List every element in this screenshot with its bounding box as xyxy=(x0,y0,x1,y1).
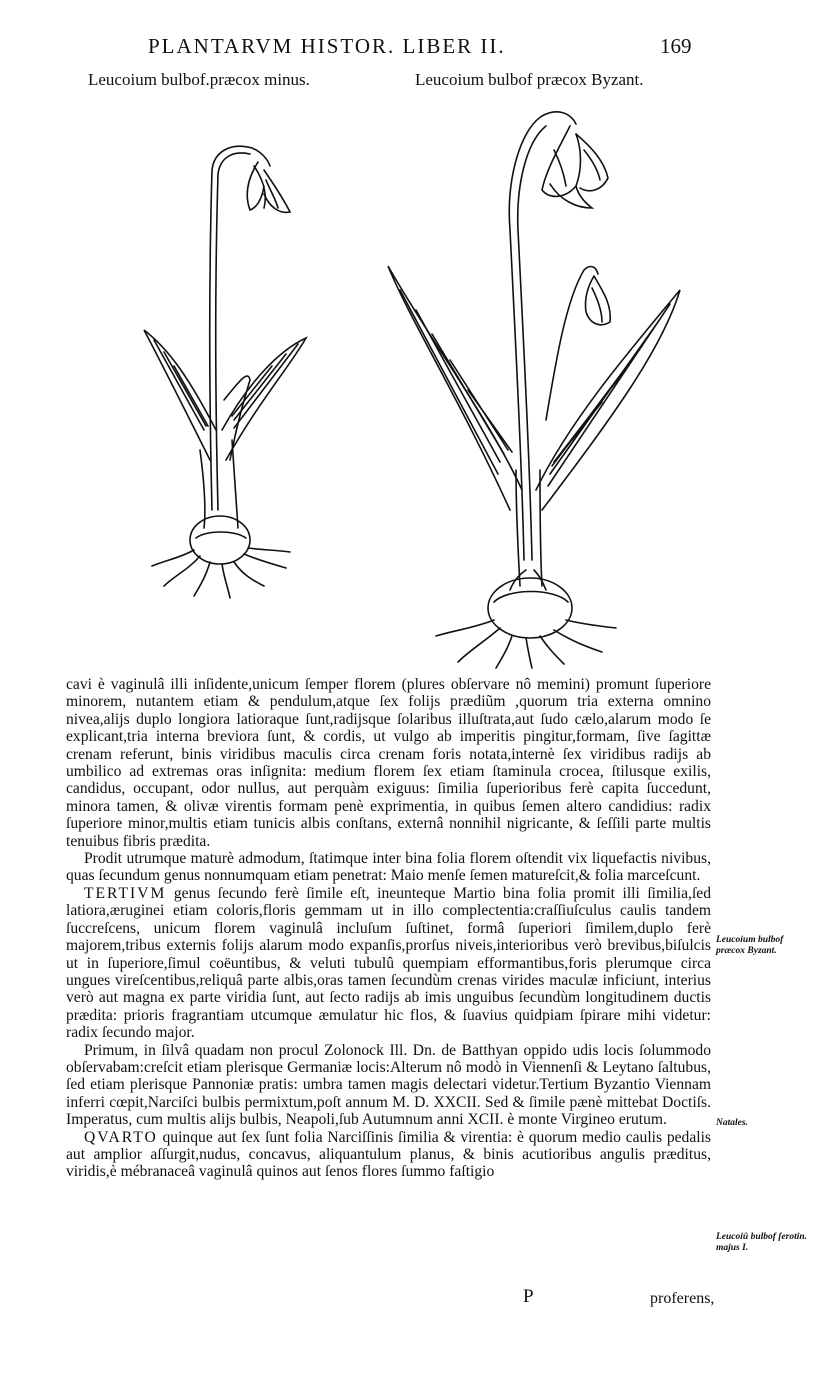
body-text xyxy=(66,676,711,1181)
paragraph-text: genus ſecundo ferè ſimile eſt, ineunteque Martio bina folia promit illi ſimilia,ſed latiora,æruginei etiam coloris,floris gemmam ut in illo complectentia:craſſiuſculus caulis tandem ſuccreſcens, unicum florem vaginulâ incluſum ſuſtinet, formâ ſuperiori ſimilem,duplo ferè majorem,tribus externis folijs alarum modo expanſis,prorſus niveis,interioribus verò brevibus,biſulcis ut in ſuperiore,ſimul coëuntibus, & veluti tubulû quempiam efformantibus,foris plerumque circa ungues vireſcentibus,reliquâ parte albis,oras tamen ſecundùm crenas virides maculæ inficiunt, interius verò aut magna ex parte viridia ſunt, aut ſecto radijs ab imis unguibus ſecundùm longitudinem ductis prædita: prioris fragrantiam utcumque æmulatur hic flos, & ſuavius quidpiam ſpirare mihi videtur: radix ſecundo major. xyxy=(66,884,711,1042)
paragraph xyxy=(66,885,711,1042)
caption-left: Leucoium bulbof.præcox minus. xyxy=(88,70,310,89)
paragraph-lead: QVARTO xyxy=(84,1128,158,1146)
paragraph: Primum, in ſilvâ quadam non procul Zolonock Ill. Dn. de Batthyan oppido udis locis ſolummodo obſervabam:creſcit etiam plerisque Germaniæ locis:Alterum nô modò in Viennenſi & Leytano ſaltubus, ſed etiam plerisque Pannoniæ pratis: umbra tamen magis delectari videtur.Tertium Byzantio Viennam inferri cœpit,Narciſci bulbis permixtum,poſt annum M. D. XXCII. Sed & ſimile pænè mittebat Doctiſs. Imperatus, cum multis alijs bulbis, Neapoli,ſub Autumnum anni XCII. è monte Virgineo erutum. xyxy=(66,1041,711,1129)
page-number: 169 xyxy=(660,34,692,58)
paragraph: cavi è vaginulâ illi inſidente,unicum ſemper florem (plures obſervare nô memini) promunt ſuperiore minorem, nutantem etiam & pendulum,atque ſex folijs prædiũm ,quorum tria externa omnino nivea,alijs duplo longiora latioraque ſunt,radijsque ſolaribus illuſtrata,aut ſudo cælo,alarum modo ſe explicant,tria interna breviora ſunt, & cordis, ut vulgo ab imperitis pingitur,formam, ſive ſagittæ crenam referunt, binis viridibus maculis circa crenam foris notata,internè ſex viridibus radijs ab umbilico ad extremas oras inſignita: medium florem ſex etiam ſtaminula crocea, ſtilusque exilis, candidus, occupant, odor nullus, aut perquàm exiguus: ſimilia ſuperioribus ferè capita ſuccedunt, minora tamen, & olivæ virentis formam penè exprimentia, in quibus ſemen altero candidius: radix ſuperiore minor,multis etiam tunicis albis conſtans, externâ nonnihil nigricante, & ſeſſili parte multis tenuibus fibris prædita. xyxy=(66,676,711,850)
caption-right: Leucoium bulbof præcox Byzant. xyxy=(415,70,644,89)
margin-note: Leucoium bulbof præcox Byzant. xyxy=(716,935,784,956)
paragraph: Prodit utrumque maturè admodum, ſtatimque inter bina folia florem oſtendit vix liquefactis nivibus, quas ſecundum genus nonnumquam etiam penetrat: Maio menſe ſemen matureſcit,& folia marceſcunt. xyxy=(66,850,711,885)
catchword: proferens, xyxy=(650,1290,715,1307)
woodcut-illustration-large-snowdrop xyxy=(370,90,700,670)
paragraph xyxy=(66,1129,711,1181)
paragraph-text: quinque aut ſex ſunt folia Narciſſinis ſimilia & virentia: è quorum medio caulis pedalis aut amplior aſſurgit,nudus, concavus, aliquantulum planus, & binis acutioribus angulis præditus, viridis,è mébranaceâ vaginulâ quinos aut ſenos flores ſummo faſtigio xyxy=(66,1128,711,1181)
signature-mark: P xyxy=(523,1286,534,1307)
paragraph-lead: TERTIVM xyxy=(84,884,167,902)
margin-note: Leucoiû bulbof ſerotin. majus I. xyxy=(716,1232,808,1253)
running-head: PLANTARVM HISTOR. LIBER II. xyxy=(148,34,506,58)
margin-note: Natales. xyxy=(716,1118,748,1128)
woodcut-illustration-small-snowdrop xyxy=(130,130,330,600)
